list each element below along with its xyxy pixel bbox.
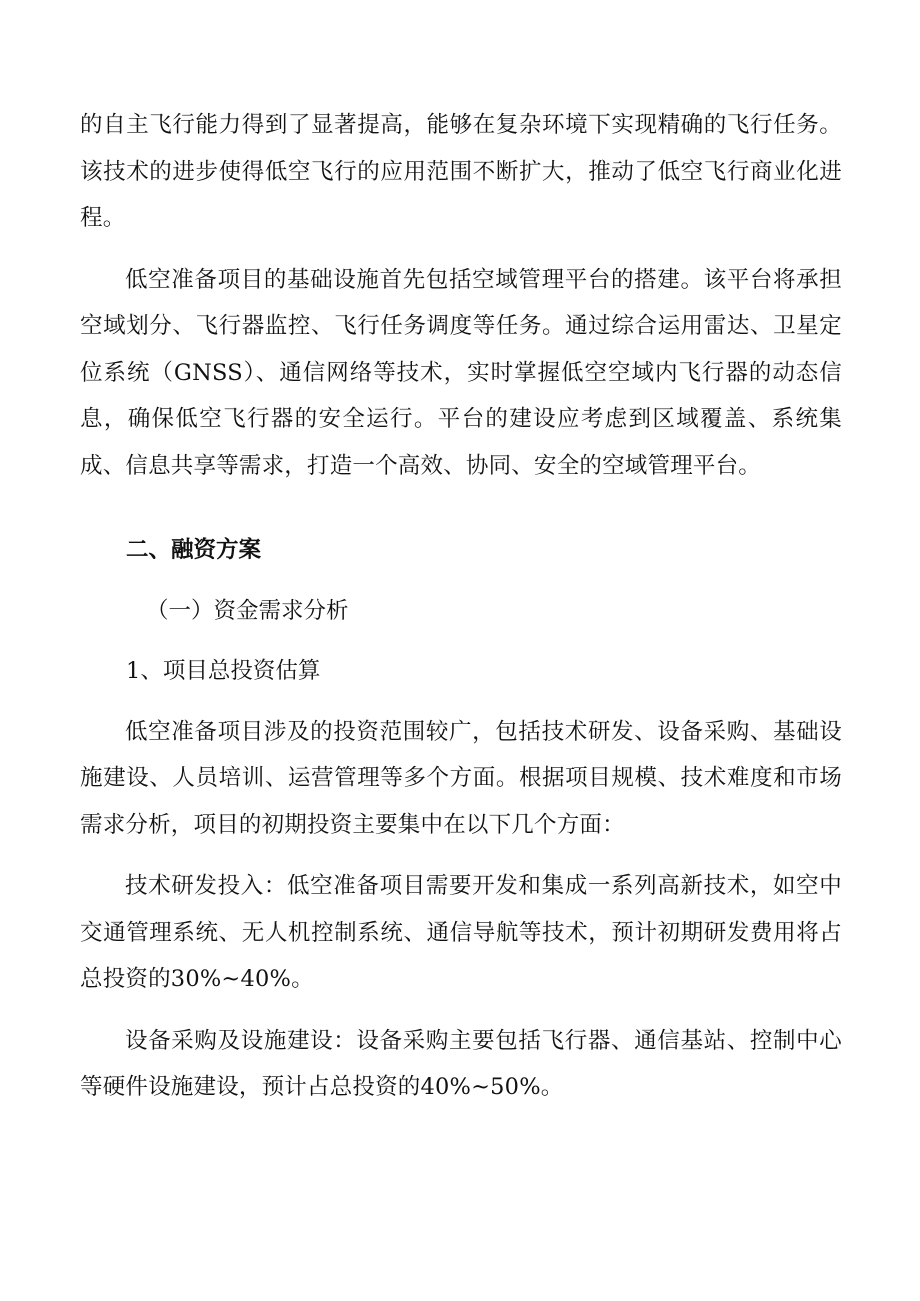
subsection-heading-funding-needs: （一）资金需求分析: [146, 597, 349, 624]
paragraph-equipment-procurement: 设备采购及设施建设：设备采购主要包括飞行器、通信基站、控制中心等硬件设施建设，预计占总投资的40%~50%。: [80, 1027, 842, 1100]
item-heading-total-investment: 1、项目总投资估算: [126, 658, 321, 684]
section-heading-financing: 二、融资方案: [126, 537, 262, 563]
paragraph-infrastructure: 低空准备项目的基础设施首先包括空域管理平台的搭建。该平台将承担空域划分、飞行器监控、飞行任务调度等任务。通过综合运用雷达、卫星定位系统（GNSS）、通信网络等技术，实时掌握低空空域内飞行器的动态信息，确保低空飞行器的安全运行。平台的建设应考虑到区域覆盖、系统集成、信息共享等需求，打造一个高效、协同、安全的空域管理平台。: [80, 266, 842, 479]
paragraph-investment-scope: 低空准备项目涉及的投资范围较广，包括技术研发、设备采购、基础设施建设、人员培训、运营管理等多个方面。根据项目规模、技术难度和市场需求分析，项目的初期投资主要集中在以下几个方面：: [80, 718, 842, 838]
document-body: [80, 102, 842, 1111]
paragraph-rnd-investment: 技术研发投入：低空准备项目需要开发和集成一系列高新技术，如空中交通管理系统、无人机控制系统、通信导航等技术，预计初期研发费用将占总投资的30%~40%。: [80, 873, 842, 992]
paragraph-continuation: 的自主飞行能力得到了显著提高，能够在复杂环境下实现精确的飞行任务。该技术的进步使得低空飞行的应用范围不断扩大，推动了低空飞行商业化进程。: [80, 112, 842, 231]
